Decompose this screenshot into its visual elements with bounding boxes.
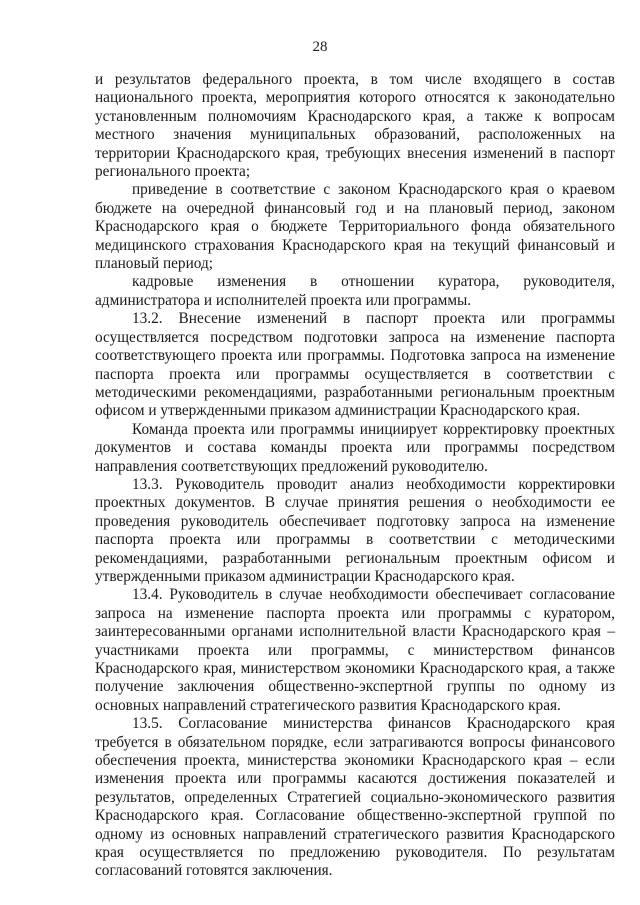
- paragraph-13-5: 13.5. Согласование министерства финансов Краснодарского края требуется в обязательном порядке, если затрагиваются вопросы финансового обеспечения проекта, министерства экономики Краснодарского края – если изменения проекта или программы касаются достижения показателей и результатов, определенных Стратегией социально-экономического развития Краснодарского края. Согласование общественно-экспертной группой по одному из основных направлений стратегического развития Краснодарского края осуществляется по предложению руководителя. По результатам согласований готовятся заключения.: [95, 715, 615, 880]
- page-number: 28: [312, 39, 328, 55]
- paragraph-team-initiative: Команда проекта или программы инициирует корректировку проектных документов и состава команды проекта или программы посредством направления соответствующих предложений руководителю.: [95, 420, 615, 475]
- paragraph-budget-alignment: приведение в соответствие с законом Краснодарского края о краевом бюджете на очередной финансовый год и на плановый период, законом Краснодарского края о бюджете Территориального фонда обязательного медицинского страхования Краснодарского края на текущий финансовый и плановый период;: [95, 181, 615, 273]
- document-body: [95, 71, 615, 881]
- paragraph-staff-changes: кадровые изменения в отношении куратора, руководителя, администратора и исполнителей проекта или программы.: [95, 273, 615, 309]
- paragraph-13-2: 13.2. Внесение изменений в паспорт проекта или программы осуществляется посредством подготовки запроса на изменение паспорта соответствующего проекта или программы. Подготовка запроса на изменение паспорта проекта или программы осуществляется в соответствии с методическими рекомендациями, разработанными региональным проектным офисом и утвержденными приказом администрации Краснодарского края.: [95, 310, 615, 420]
- paragraph-13-3: 13.3. Руководитель проводит анализ необходимости корректировки проектных документов. В случае принятия решения о необходимости ее проведения руководитель обеспечивает подготовку запроса на изменение паспорта проекта или программы в соответствии с методическими рекомендациями, разработанными региональным проектным офисом и утвержденными приказом администрации Краснодарского края.: [95, 475, 615, 585]
- paragraph-continuation: и результатов федерального проекта, в том числе входящего в состав национального проекта, мероприятия которого относятся к законодательно установленным полномочиям Краснодарского края, а также к вопросам местного значения муниципальных образований, расположенных на территории Краснодарского края, требующих внесения изменений в паспорт регионального проекта;: [95, 71, 615, 181]
- paragraph-13-4: 13.4. Руководитель в случае необходимости обеспечивает согласование запроса на изменение паспорта проекта или программы с куратором, заинтересованными органами исполнительной власти Краснодарского края – участниками проекта или программы, с министерством финансов Краснодарского края, министерством экономики Краснодарского края, а также получение заключения общественно-экспертной группы по одному из основных направлений стратегического развития Краснодарского края.: [95, 586, 615, 714]
